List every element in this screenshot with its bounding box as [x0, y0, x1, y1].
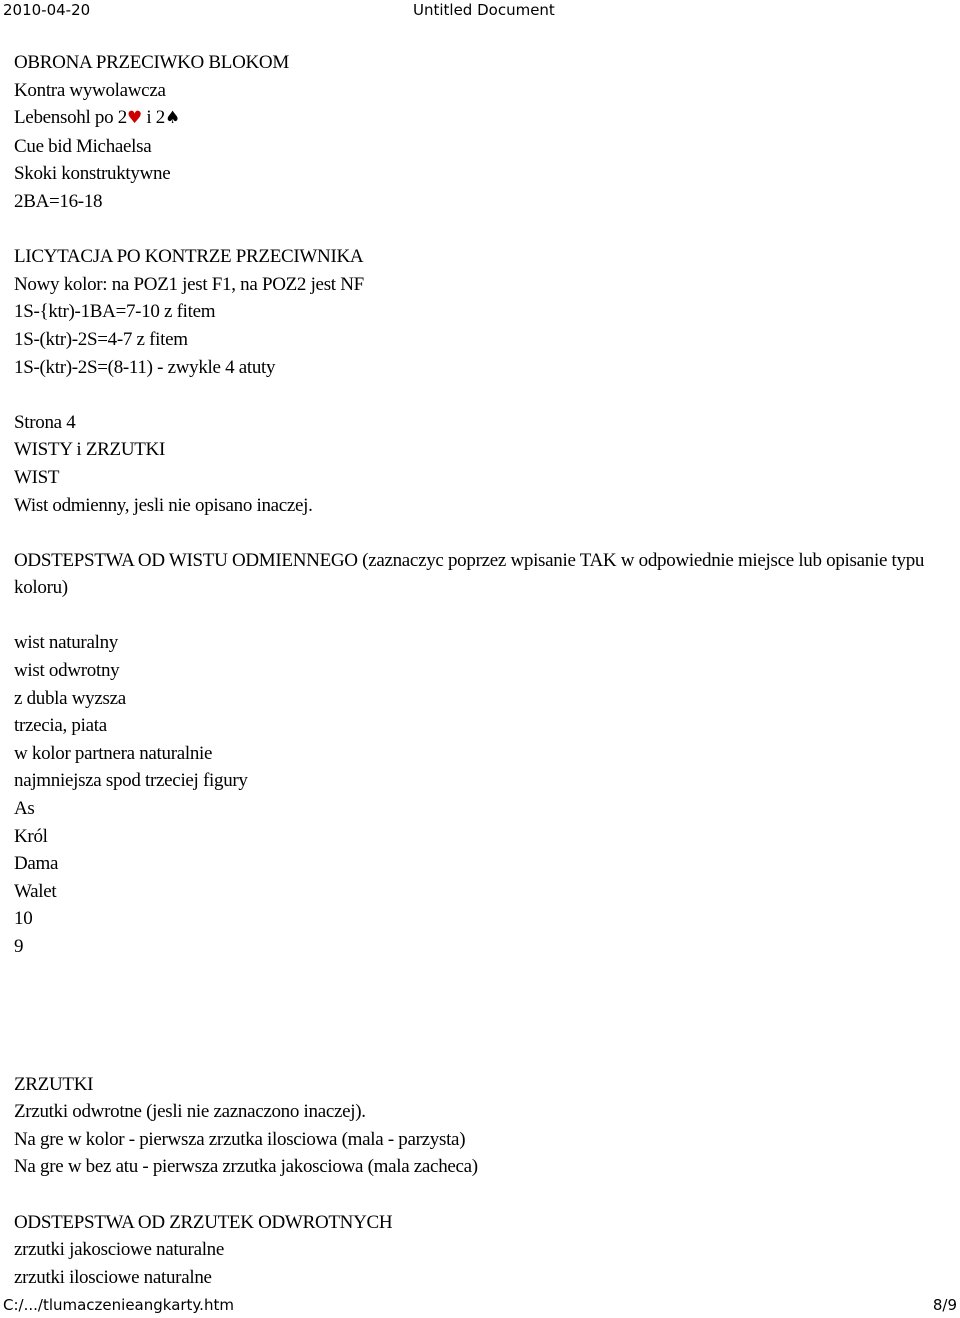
section-leads-and-discards	[14, 409, 954, 519]
text-line: Skoki konstruktywne	[14, 163, 171, 185]
list-item: trzecia, piata	[14, 715, 107, 737]
section-title: WISTY i ZRZUTKI	[14, 439, 165, 461]
heart-suit-icon: ♥	[126, 108, 142, 129]
section-title: LICYTACJA PO KONTRZE PRZECIWNIKA	[14, 246, 364, 268]
lebensohl-line	[14, 104, 954, 133]
print-date: 2010-04-20	[3, 1, 91, 19]
subsection-title: WIST	[14, 466, 60, 488]
section-lead-deviations	[14, 547, 954, 961]
lebensohl-mid: i 2	[141, 107, 165, 129]
text-line: 1S-{ktr)-1BA=7-10 z fitem	[14, 301, 216, 323]
page-number: 8/9	[932, 1296, 957, 1314]
list-item: Walet	[14, 880, 57, 902]
list-item: 10	[14, 908, 33, 930]
spade-suit-icon: ♠	[165, 108, 180, 129]
list-item: w kolor partnera naturalnie	[14, 742, 213, 764]
text-line: Na gre w bez atu - pierwsza zrzutka jakosciowa (mala zacheca)	[14, 1156, 478, 1178]
text-line: 1S-(ktr)-2S=(8-11) - zwykle 4 atuty	[14, 356, 276, 378]
list-item: Dama	[14, 853, 59, 875]
section-discard-deviations	[14, 1209, 954, 1292]
section-title: ZRZUTKI	[14, 1073, 94, 1095]
document-title: Untitled Document	[413, 1, 555, 19]
list-item: zrzutki ilosciowe naturalne	[14, 1266, 212, 1288]
text-line: Zrzutki odwrotne (jesli nie zaznaczono inaczej).	[14, 1101, 366, 1123]
document-body	[14, 49, 954, 1291]
section-after-opponent-double	[14, 243, 954, 381]
print-footer	[0, 1295, 960, 1317]
text-line: Wist odmienny, jesli nie opisano inaczej.	[14, 494, 313, 516]
list-item: As	[14, 798, 35, 820]
section-discards	[14, 1071, 954, 1181]
section-title: ODSTEPSTWA OD ZRZUTEK ODWROTNYCH	[14, 1211, 393, 1233]
list-item: najmniejsza spod trzeciej figury	[14, 770, 248, 792]
text-line: 2BA=16-18	[14, 190, 103, 212]
section-defense-vs-preempts	[14, 49, 954, 216]
text-line: Nowy kolor: na POZ1 jest F1, na POZ2 jest NF	[14, 273, 364, 295]
list-item: 9	[14, 936, 24, 957]
list-item: wist naturalny	[14, 632, 118, 654]
page-label: Strona 4	[14, 411, 76, 433]
section-title: ODSTEPSTWA OD WISTU ODMIENNEGO (zaznaczyc poprzez wpisanie TAK w odpowiednie miejsce lub opisanie typu koloru)	[14, 549, 925, 599]
text-line: 1S-(ktr)-2S=4-7 z fitem	[14, 328, 188, 350]
list-item: wist odwrotny	[14, 660, 120, 682]
file-path: C:/.../tlumaczenieangkarty.htm	[3, 1296, 234, 1314]
section-title: OBRONA PRZECIWKO BLOKOM	[14, 52, 289, 73]
text-line: Na gre w kolor - pierwsza zrzutka ilosciowa (mala - parzysta)	[14, 1128, 466, 1150]
list-item: z dubla wyzsza	[14, 687, 126, 709]
list-item: zrzutki jakosciowe naturalne	[14, 1239, 225, 1261]
lebensohl-prefix: Lebensohl po 2	[14, 107, 127, 129]
print-header	[0, 0, 960, 22]
list-item: Król	[14, 825, 48, 847]
text-line: Kontra wywolawcza	[14, 79, 166, 101]
text-line: Cue bid Michaelsa	[14, 135, 152, 157]
